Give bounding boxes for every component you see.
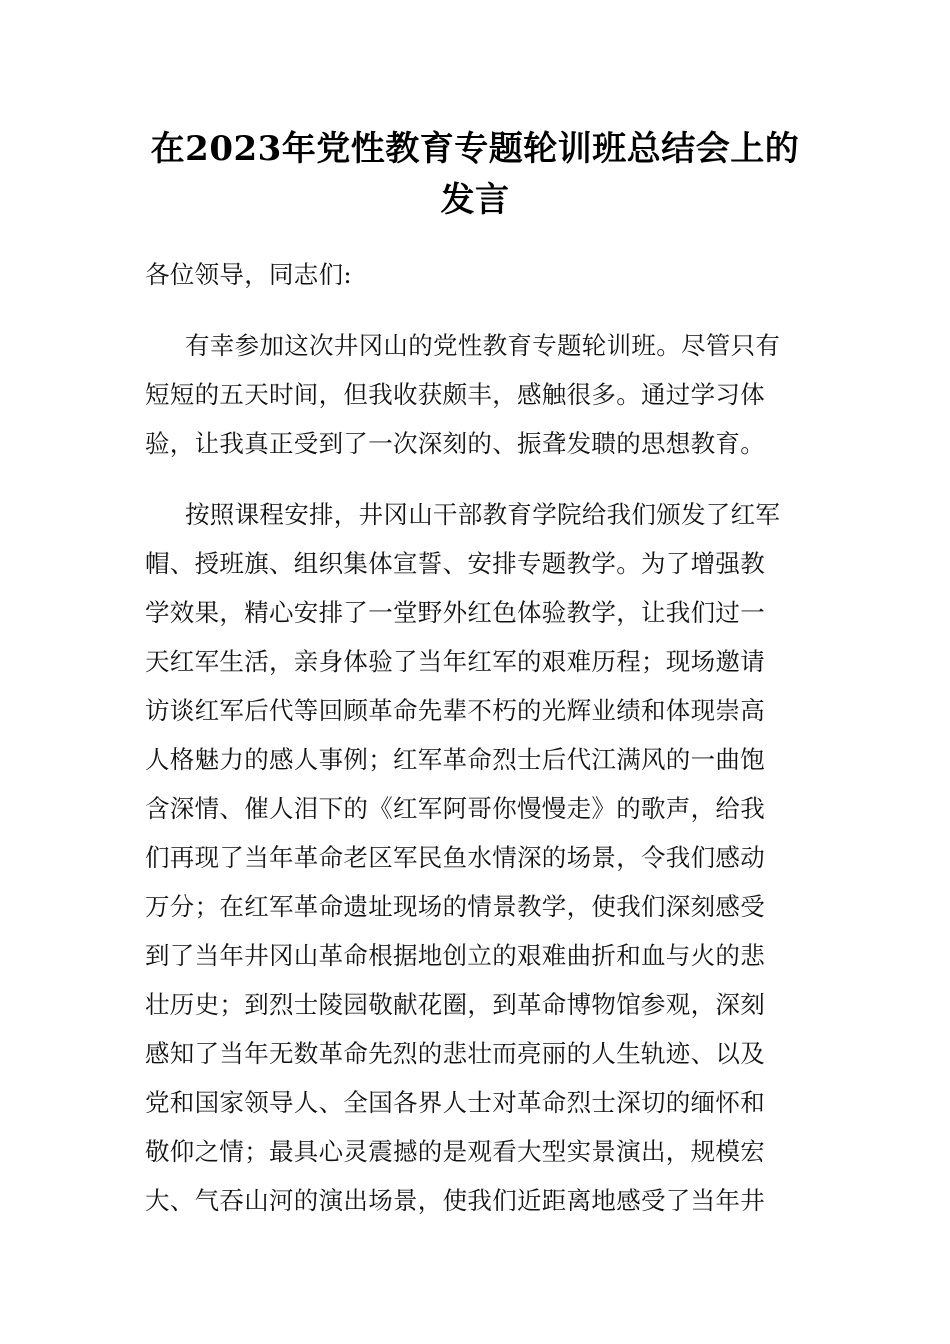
paragraph-line: 壮历史；到烈士陵园敬献花圈，到革命博物馆参观，深刻 <box>145 990 765 1019</box>
paragraph-line: 验，让我真正受到了一次深刻的、振聋发聩的思想教育。 <box>145 429 765 458</box>
paragraph-gap <box>145 468 807 490</box>
paragraph-line: 访谈红军后代等回顾革命先辈不朽的光辉业绩和体现崇高 <box>145 696 765 725</box>
title-line-1: 在2023年党性教育专题轮训班总结会上的 <box>150 129 800 169</box>
paragraph-line: 短短的五天时间，但我收获颇丰，感触很多。通过学习体 <box>145 380 765 409</box>
paragraph-line: 帽、授班旗、组织集体宣誓、安排专题教学。为了增强教 <box>145 549 765 578</box>
paragraph-line: 到了当年井冈山革命根据地创立的艰难曲折和血与火的悲 <box>145 941 765 970</box>
title-line-2: 发言 <box>440 180 510 220</box>
paragraph-line: 天红军生活，亲身体验了当年红军的艰难历程；现场邀请 <box>145 647 765 676</box>
paragraph-line: 按照课程安排，井冈山干部教育学院给我们颁发了红军 <box>185 500 781 529</box>
salutation: 各位领导，同志们: <box>145 260 352 289</box>
document-body <box>145 250 807 1225</box>
paragraph-line: 大、气吞山河的演出场景，使我们近距离地感受了当年井 <box>145 1186 765 1215</box>
paragraph-line: 含深情、催人泪下的《红军阿哥你慢慢走》的歌声，给我 <box>145 794 765 823</box>
paragraph-line: 万分；在红军革命遗址现场的情景教学，使我们深刻感受 <box>145 892 765 921</box>
paragraph-line: 人格魅力的感人事例；红军革命烈士后代江满风的一曲饱 <box>145 745 765 774</box>
paragraph-line: 党和国家领导人、全国各界人士对革命烈士深切的缅怀和 <box>145 1088 765 1117</box>
paragraph-1 <box>145 321 807 468</box>
paragraph-line: 们再现了当年革命老区军民鱼水情深的场景，令我们感动 <box>145 843 765 872</box>
document-title <box>120 124 830 226</box>
paragraph-gap <box>145 299 807 321</box>
paragraph-line: 敬仰之情；最具心灵震撼的是观看大型实景演出，规模宏 <box>145 1137 765 1166</box>
paragraph-line: 感知了当年无数革命先烈的悲壮而亮丽的人生轨迹、以及 <box>145 1039 765 1068</box>
paragraph-line: 学效果，精心安排了一堂野外红色体验教学，让我们过一 <box>145 598 765 627</box>
paragraph-line: 有幸参加这次井冈山的党性教育专题轮训班。尽管只有 <box>185 331 781 360</box>
paragraph-2 <box>145 490 807 1225</box>
